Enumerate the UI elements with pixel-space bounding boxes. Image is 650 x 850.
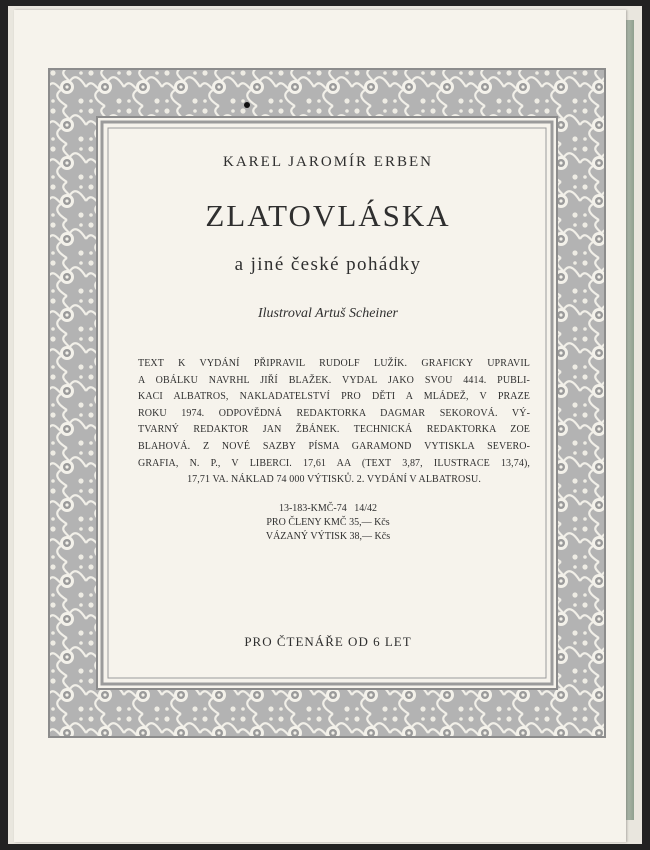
colophon-line: KACI ALBATROS, NAKLADATELSTVÍ PRO DĚTI A MLÁDEŽ, V PRAZE (138, 391, 530, 403)
colophon-line: 17,71 VA. NÁKLAD 74 000 VÝTISKŮ. 2. VYDÁNÍ V ALBATROSU. (187, 474, 481, 486)
colophon-line: A OBÁLKU NAVRHL JIŘÍ BLAŽEK. VYDAL JAKO SVOU 4414. PUBLI- (138, 374, 530, 386)
reader-age: PRO ČTENÁŘE OD 6 LET (244, 634, 412, 649)
member-price: PRO ČLENY KMČ 35,— Kčs (266, 517, 390, 528)
colophon-line: TVARNÝ REDAKTOR JAN ŽBÁNEK. TECHNICKÁ REDAKTORKA ZOE (138, 424, 530, 436)
colophon-line: GRAFIA, N. P., V LIBERCI. 17,61 AA (TEXT 3,87, ILUSTRACE 13,74), (138, 457, 530, 469)
bound-price: VÁZANÝ VÝTISK 38,— Kčs (265, 531, 391, 542)
book-title: ZLATOVLÁSKA (205, 198, 451, 233)
illustrator-credit: Ilustroval Artuš Scheiner (258, 306, 398, 321)
book-subtitle: a jiné české pohádky (234, 254, 422, 275)
author-name: KAREL JAROMÍR ERBEN (223, 154, 433, 170)
ink-spot (244, 102, 250, 108)
colophon (138, 356, 530, 489)
price-info (102, 502, 554, 544)
catalog-code: 13-183-KMČ-74 14/42 (278, 503, 378, 514)
title-page-text (102, 124, 554, 682)
colophon-line: TEXT K VYDÁNÍ PŘIPRAVIL RUDOLF LUŽÍK. GRAFICKY UPRAVIL (138, 358, 530, 369)
book-page (14, 10, 626, 842)
colophon-line: BLAHOVÁ. Z NOVÉ SAZBY PÍSMA GARAMOND VYTISKLA SEVERO- (138, 440, 530, 452)
colophon-line: ROKU 1974. ODPOVĚDNÁ REDAKTORKA DAGMAR SEKOROVÁ. VÝ- (138, 407, 530, 419)
